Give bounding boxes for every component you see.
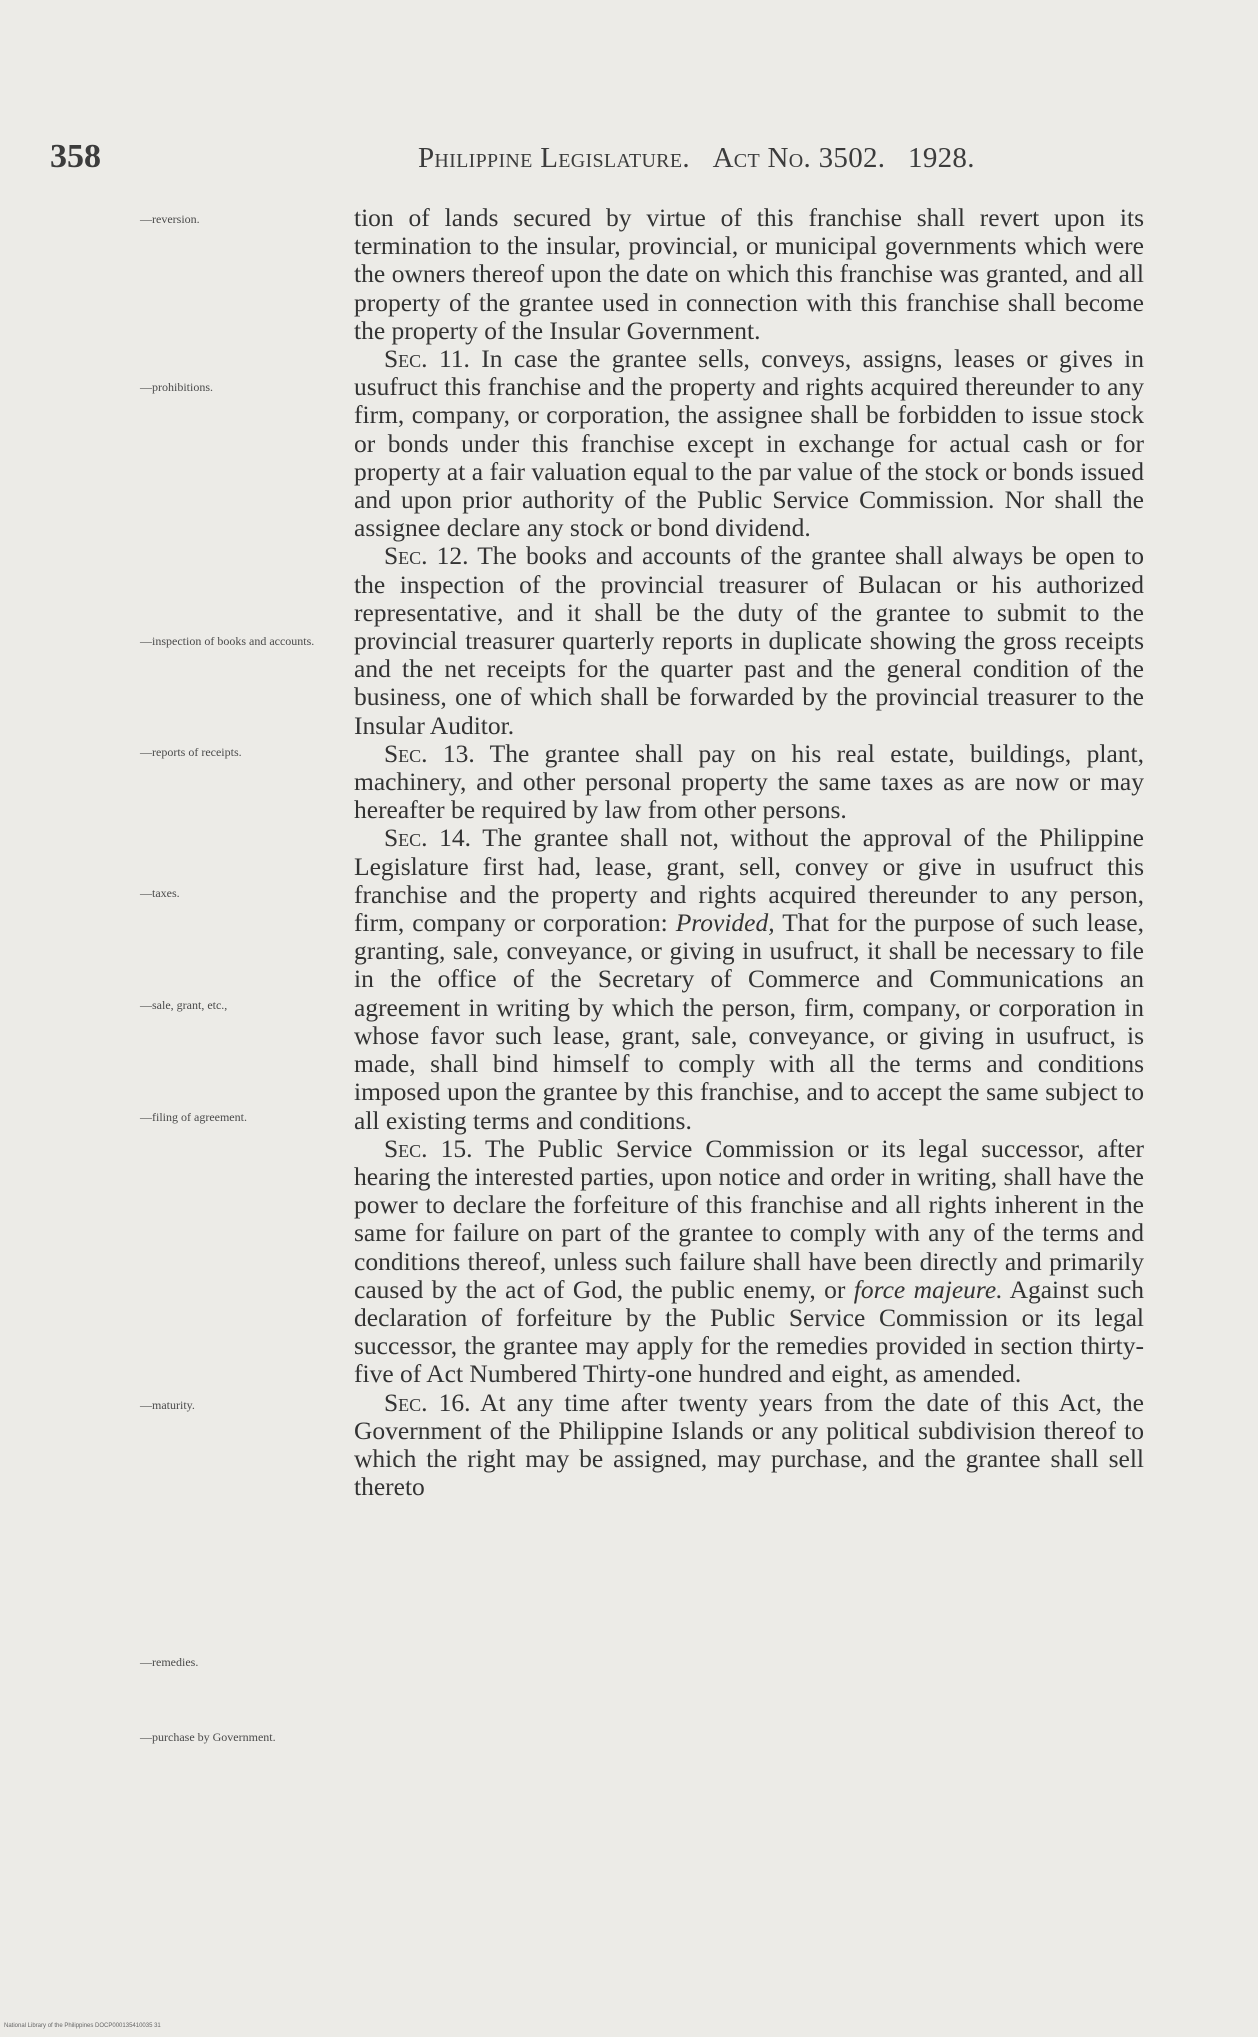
section-13-label: Sec. 13. [384, 738, 475, 768]
margin-note-inspection: —inspection of books and accounts. [140, 634, 315, 648]
publication-title: Philippine Legislature. [418, 142, 690, 174]
section-15-text-b: Against such declaration of forfeiture by the Public Service Commission or its legal successor, the grantee may apply for the remedies provided in section thirty-five of Act Numbered Thirty-one hundred and eight, as amended. [354, 1274, 1145, 1389]
margin-note-reversion: —reversion. [140, 212, 200, 226]
section-15-text-a: The Public Service Commission or its legal successor, after hearing the interested parties, upon notice and order in writing, shall have the power to declare the forfeiture of this franchise and all rights inherent in the same for failure on part of the grantee to comply with any of the terms and conditions thereof, unless such failure shall have been directly and primarily caused by the act of God, the public enemy, or [354, 1133, 1145, 1304]
section-15-label: Sec. 15. [384, 1133, 473, 1163]
section-14 [354, 824, 1144, 1134]
section-15-force-majeure: force majeure. [853, 1274, 1003, 1304]
footer-credit: National Library of the Philippines DOCP000135410035 31 [4, 2023, 161, 2029]
margin-note-remedies: —remedies. [140, 1655, 199, 1669]
section-11 [354, 345, 1144, 542]
paragraph-reversion: tion of lands secured by virtue of this franchise shall revert upon its termination to the insular, provincial, or municipal governments which were the owners thereof upon the date on which this franchise was granted, and all property of the grantee used in connection with this franchise shall become the property of the Insular Government. [354, 203, 1144, 345]
section-11-label: Sec. 11. [384, 344, 470, 374]
section-16-label: Sec. 16. [384, 1387, 471, 1417]
section-13 [354, 740, 1144, 825]
running-head [418, 142, 1138, 175]
margin-note-sale: —sale, grant, etc., [140, 998, 228, 1012]
section-12 [354, 542, 1144, 739]
section-16 [354, 1389, 1144, 1502]
section-12-label: Sec. 12. [384, 541, 469, 571]
section-13-text: The grantee shall pay on his real estate, buildings, plant, machinery, and other personal property the same taxes as are now or may hereafter be required by law from other persons. [354, 738, 1144, 825]
margin-note-taxes: —taxes. [140, 886, 180, 900]
section-14-provided: Provided, [675, 908, 775, 938]
margin-note-prohibitions: —prohibitions. [140, 380, 214, 394]
section-12-text: The books and accounts of the grantee shall always be open to the inspection of the provincial treasurer of Bulacan or his authorized representative, and it shall be the duty of the grantee to submit to the provincial treasurer quarterly reports in duplicate showing the gross receipts and the net receipts for the quarter past and the general condition of the business, one of which shall be forwarded by the provincial treasurer to the Insular Auditor. [354, 541, 1145, 740]
section-11-text: In case the grantee sells, conveys, assigns, leases or gives in usufruct this franchise and the property and rights acquired thereunder to any firm, company, or corporation, the assignee shall be forbidden to issue stock or bonds under this franchise except in exchange for actual cash or for property at a fair valuation equal to the par value of the stock or bonds issued and upon prior authority of the Public Service Commission. Nor shall the assignee declare any stock or bond dividend. [354, 344, 1145, 543]
section-15 [354, 1135, 1144, 1389]
act-year: 1928. [908, 142, 975, 174]
margin-note-purchase: —purchase by Government. [140, 1730, 276, 1744]
margin-note-filing: —filing of agreement. [140, 1110, 247, 1124]
act-number: Act No. 3502. [712, 142, 886, 174]
page-number: 358 [50, 138, 101, 175]
section-14-text-b: That for the purpose of such lease, granting, sale, conveyance, or giving in usufruct, it shall be necessary to file in the office of the Secretary of Commerce and Communications an agreement in writing by which the person, firm, company, or corporation in whose favor such lease, grant, sale, conveyance, or giving in usufruct, is made, shall bind himself to comply with all the terms and conditions imposed upon the grantee by this franchise, and to accept the same subject to all existing terms and conditions. [354, 908, 1144, 1135]
margin-note-maturity: —maturity. [140, 1398, 195, 1412]
body-text [354, 204, 1144, 1501]
section-14-label: Sec. 14. [384, 823, 472, 853]
section-14-text-a: The grantee shall not, without the approval of the Philippine Legislature first had, lease, grant, sell, convey or give in usufruct this franchise and the property and rights acquired thereunder to any person, firm, company or corporation: [354, 823, 1144, 938]
section-16-text: At any time after twenty years from the date of this Act, the Government of the Philippine Islands or any political subdivision thereof to which the right may be assigned, may purchase, and the grantee shall sell thereto [354, 1387, 1145, 1502]
margin-note-reports: —reports of receipts. [140, 745, 242, 759]
